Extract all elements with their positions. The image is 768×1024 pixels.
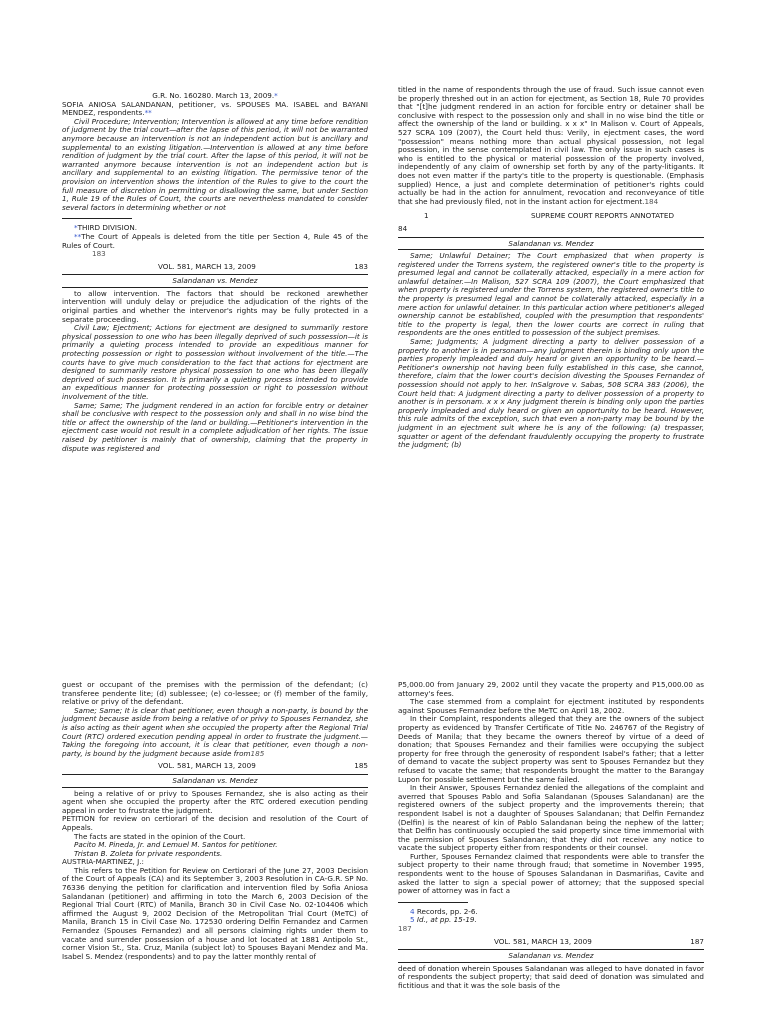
running-header-page: 183 <box>354 261 368 271</box>
paragraph: The case stemmed from a complaint for ejectment instituted by respondents against Spouses Fernandez before the MeTC on April 18, 2002. <box>398 697 704 715</box>
footnote-4: 4 Records, pp. 2-6. <box>410 906 478 916</box>
footnote-ref-double-star[interactable]: ** <box>144 108 152 118</box>
running-header-volume: VOL. 581, MARCH 13, 2009 <box>494 936 592 946</box>
page2-right-column <box>398 681 704 991</box>
footnote-1-mark[interactable]: * <box>74 223 78 233</box>
footnote-separator <box>398 902 468 903</box>
counsel-respondents: Tristan B. Zoleta for private respondents. <box>74 848 223 858</box>
header-rule <box>398 949 704 950</box>
page-marker: 183 <box>92 249 106 259</box>
running-header-number: 1 <box>424 211 429 221</box>
footnote-2-mark[interactable]: ** <box>74 231 82 241</box>
header-rule <box>62 774 368 775</box>
paragraph: guest or occupant of the premises with the permission of the defendant; (c) transferee pendente lite; (d) sublessee; (e) co-lessee; or (f) member of the family, relative or privy of the defendant. <box>62 680 368 707</box>
paragraph: Further, Spouses Fernandez claimed that respondents were able to transfer the subject property to their name through fraud; that sometime in November 1995, respondents went to the house of Spouses Salandanan in Dasmariñas, Cavite and asked the latter to sign a special power of attorney; that the supposed special power of attorney was in fact a <box>398 851 704 896</box>
petition-note: PETITION for review on certiorari of the decision and resolution of the Court of Appeals. <box>62 814 368 832</box>
footnote-ref-star[interactable]: * <box>274 91 278 100</box>
counsel-petitioner: Pacito M. Pineda, Jr. and Lemuel M. Santos for petitioner. <box>74 840 278 850</box>
case-number: G.R. No. 160280. March 13, 2009.* <box>152 91 278 100</box>
page1-left-column <box>62 92 368 453</box>
paragraph: deed of donation wherein Spouses Salandanan was alleged to have donated in favor of respondents the subject property; that said deed of donation was simulated and fictitious and that it was the sole basis of the <box>398 963 704 990</box>
syllabus-intervention: Civil Procedure; Intervention; Intervention is allowed at any time before rendition of judgment by the trial court—after the lapse of this period, it will not be warranted anymore because an intervention is not an independent action but is ancillary and supplemental to an existing litigation.—Intervention is allowed at any time before rendition of judgment by the trial court. After the lapse of this period, it will not be warranted anymore because intervention is not an independent action but is ancillary and supplemental to an existing litigation. The permissive tenor of the provision on intervention shows the intention of the Rules to give to the court the full measure of discretion in permitting or disallowing the same, but under Section 1, Rule 19 of the Rules of Court, the courts are nevertheless mandated to consider several factors in determining whether or not <box>62 116 368 212</box>
footnote-4-mark[interactable]: 4 <box>410 906 415 916</box>
running-header-volume: VOL. 581, MARCH 13, 2009 <box>158 261 256 271</box>
footnote-5: 5 Id., at pp. 15-19. <box>410 915 477 925</box>
syllabus-unlawful-detainer: Same; Unlawful Detainer; The Court emphasized that when property is registered under the Torrens system, the registered owner's title to the property is presumed legal and cannot be collaterally attacked, especially in a mere action for unlawful detainer.—In Malison, 527 SCRA 109 (2007), the Court emphasized that when property is registered under the Torrens system, the registered owner's title to the property is presumed legal and cannot be collaterally attacked, especially in a mere action for unlawful detainer. In this particular action where petitioner's alleged ownership cannot be established, coupled with the presumption that respondents' title to the property is legal, then the lower courts are correct in ruling that respondents are the ones entitled to possession of the subject premises. <box>398 251 704 338</box>
running-header <box>62 263 368 272</box>
syllabus-non-party: Same; Same; It is clear that petitioner, even though a non-party, is bound by the judgment because aside from being a relative of or privy to Spouses Fernandez, she is also acting as their agent when she occupied the property after the Regional Trial Court (RTC) ordered execution pending appeal in order to frustrate the judgment.—Taking the foregoing into account, it is clear that petitioner, even though a non-party, is bound by the judgment because aside from185 <box>62 705 368 758</box>
footnote-2: **The Court of Appeals is deleted from the title per Section 4, Rule 45 of the Rules of Court. <box>62 231 368 250</box>
running-header-volume: VOL. 581, MARCH 13, 2009 <box>158 761 256 771</box>
page-marker: 187 <box>398 924 412 934</box>
paragraph: to allow intervention. The factors that should be reckoned arewhether intervention will unduly delay or prejudice the adjudication of the rights of the original parties and whether the intervenor's rights may be fully protected in a separate proceeding. <box>62 288 368 324</box>
page2-left-column <box>62 681 368 961</box>
running-header-page: 185 <box>354 761 368 771</box>
page-marker: 185 <box>250 748 265 758</box>
running-header-title: Salandanan vs. Mendez <box>62 277 368 288</box>
ponente: AUSTRIA-MARTINEZ, J.: <box>62 857 144 867</box>
paragraph: titled in the name of respondents through the use of fraud. Such issue cannot even be properly threshed out in an action for ejectment, as Section 18, Rule 70 provides that "[t]he judgment rendered in an action for forcible entry or detainer shall be conclusive with respect to the possession only and shall in no wise bind the title or affect the ownership of the land or building. x x x" In Malison v. Court of Appeals, 527 SCRA 109 (2007), the Court held thus: Verily, in ejectment cases, the word "possession" means nothing more than actual physical possession, not legal possession, in the sense contemplated in civil law. The only issue in such cases is who is entitled to the physical or material possession of the property involved, independently of any claim of ownership set forth by any of the party-litigants. It does not even matter if the party's title to the property is questionable. (Emphasis supplied) Hence, a just and complete determination of petitioner's rights could actually be had in the action for annulment, revocation and reconveyance of title that she had previously filed, not in the instant action for ejectment.184 <box>398 85 704 206</box>
page1-right-column <box>398 86 704 450</box>
page-number: 84 <box>398 223 408 233</box>
footnote-separator <box>62 218 132 219</box>
running-header-title: Salandanan vs. Mendez <box>398 240 704 251</box>
facts-note: The facts are stated in the opinion of the Court. <box>74 831 246 841</box>
footnote-1: *THIRD DIVISION. <box>74 223 138 233</box>
running-header <box>398 212 704 221</box>
paragraph: This refers to the Petition for Review on Certiorari of the June 27, 2003 Decision of the Court of Appeals (CA) and its September 3, 2003 Resolution in CA-G.R. SP No. 76336 denying the petition for clarification and intervention filed by Sofia Aniosa Salandanan (petitioner) and affirming in toto the March 6, 2003 Decision of the Regional Trial Court (RTC) of Manila, Branch 30 in Civil Case No. 02-104406 which affirmed the August 9, 2002 Decision of the Metropolitan Trial Court (MeTC) of Manila, Branch 15 in Civil Case No. 172530 ordering Delfin Fernandez and Carmen Fernandez (Spouses Fernandez) and all persons claiming rights under them to vacate and surrender possession of a house and lot located at 1881 Antipolo St., corner Vision St., Sta. Cruz, Manila (subject lot) to Spouses Bayani Mendez and Ma. Isabel S. Mendez (respondents) and to pay the latter monthly rental of <box>62 865 368 961</box>
running-header <box>62 762 368 771</box>
syllabus-judgments: Same; Judgments; A judgment directing a party to deliver possession of a property to another is in personam—any judgment therein is binding only upon the parties properly impleaded and duly heard or given an opportunity to be heard.—Petitioner's ownership not having been fully established in this case, she cannot, therefore, claim that the lower court's decision divesting the Spouses Fernandez of possession should not apply to her. InSalgrove v. Sabas, 508 SCRA 383 (2006), the Court held that: A judgment directing a party to deliver possession of a property to another is in personam. x x x Any judgment therein is binding only upon the parties properly impleaded and duly heard or given an opportunity to be heard. However, this rule admits of the exception, such that even a non-party may be bound by the judgment in an ejectment suit where he is any of the following: (a) trespasser, squatter or agent of the defendant fraudulently occupying the property to frustrate the judgment; (b) <box>398 337 704 450</box>
paragraph: In their Answer, Spouses Fernandez denied the allegations of the complaint and averred that Spouses Pablo and Sofia Salandanan (Spouses Salandanan) are the registered owners of the subject property and the improvements therein; that respondent Isabel is not a daughter of Spouses Salandanan; that Delfin Fernandez (Delfin) is the nearest of kin of Pablo Salandanan being the nephew of the latter; that Delfin has continuously occupied the said property since time immemorial with the permission of Spouses Salandanan; that they did not receive any notice to vacate the subject property either from respondents or their counsel. <box>398 783 704 853</box>
running-header <box>398 938 704 947</box>
running-header-page: 187 <box>690 936 704 946</box>
header-rule <box>62 274 368 275</box>
syllabus-ejectment: Civil Law; Ejectment; Actions for ejectment are designed to summarily restore physical possession to one who has been illegally deprived of such possession—it is primarily a quieting process intended to provide an expeditious manner for protecting possession or right to possession without involvement of the title.—The courts have to give much consideration to the fact that actions for ejectment are designed to summarily restore physical possession to one who has been illegally deprived of such possession. It is primarily a quieting process intended to provide an expeditious manner for protecting possession or right to possession without involvement of the title. <box>62 323 368 401</box>
paragraph: In their Complaint, respondents alleged that they are the owners of the subject property as evidenced by Transfer Certificate of Title No. 246767 of the Registry of Deeds of Manila; that they became the owners thereof by virtue of a deed of donation; that Spouses Fernandez and their families were occupying the subject property for free through the generosity of respondent Isabel's father; that a letter of demand to vacate the subject property was sent to Spouses Fernandez but they refused to vacate the same; that respondents brought the matter to the Barangay Lupon for possible settlement but the same failed. <box>398 714 704 784</box>
paragraph: P5,000.00 from January 29, 2002 until they vacate the property and P15,000.00 as attorney's fees. <box>398 680 704 698</box>
header-rule <box>398 237 704 238</box>
syllabus-judgment: Same; Same; The judgment rendered in an action for forcible entry or detainer shall be conclusive with respect to the possession only and shall in no wise bind the title or affect the ownership of the land or building.—Petitioner's intervention in the ejectment case would not result in a complete adjudication of her rights. The issue raised by petitioner is mainly that of ownership, claiming that the property in dispute was registered and <box>62 400 368 453</box>
page-marker: 184 <box>644 196 659 206</box>
case-parties: SOFIA ANIOSA SALANDANAN, petitioner, vs. SPOUSES MA. ISABEL and BAYANI MENDEZ, respondents.** <box>62 99 368 118</box>
running-header-reporter: SUPREME COURT REPORTS ANNOTATED <box>530 211 674 221</box>
footnote-5-mark[interactable]: 5 <box>410 915 415 925</box>
running-header-title: Salandanan vs. Mendez <box>398 952 704 963</box>
paragraph: being a relative of or privy to Spouses Fernandez, she is also acting as their agent when she occupied the property after the RTC ordered execution pending appeal in order to frustrate the judgment. <box>62 788 368 815</box>
running-header-title: Salandanan vs. Mendez <box>62 777 368 788</box>
